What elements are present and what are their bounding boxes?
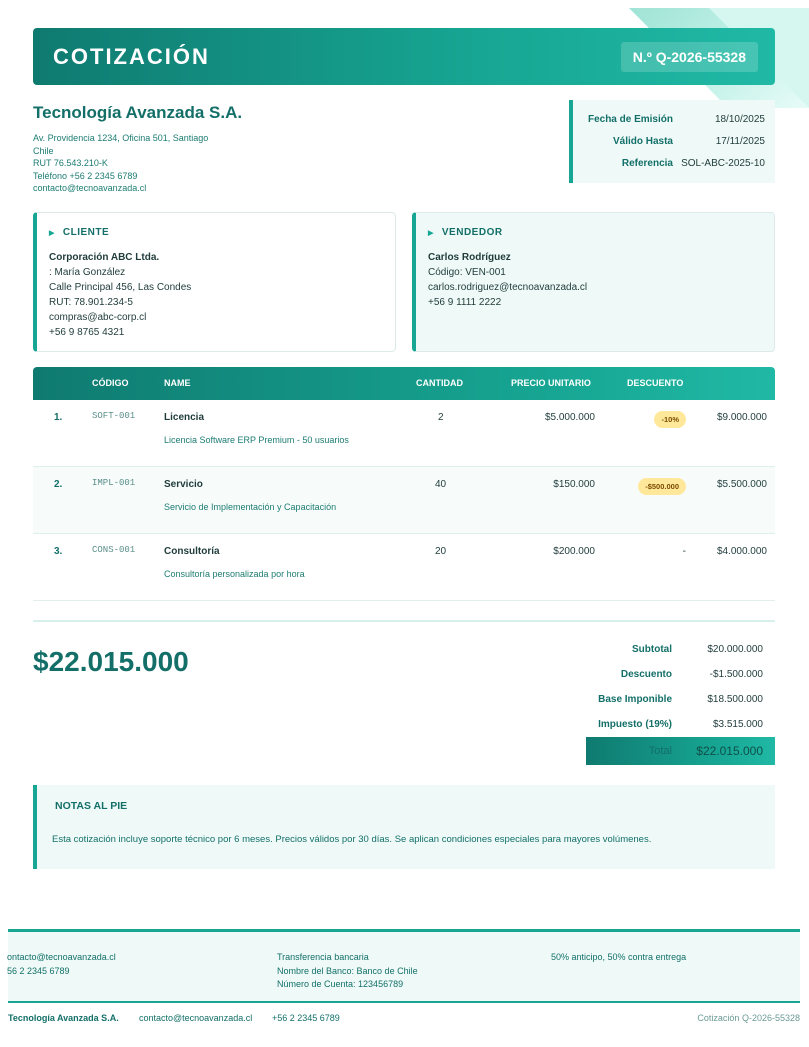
items-table: [33, 367, 775, 601]
total-value: $22.015.000: [696, 744, 763, 758]
footer-contact-phone: 56 2 2345 6789: [7, 965, 70, 976]
row-description: Licencia Software ERP Premium - 50 usuarios: [164, 435, 349, 445]
client-address: Calle Principal 456, Las Condes: [49, 282, 192, 293]
valid-until-label: Válido Hasta: [612, 136, 673, 147]
triangle-right-icon: ▶: [428, 229, 434, 237]
reference-row: [583, 158, 765, 169]
row-discount: -: [682, 546, 686, 557]
table-row: [33, 534, 775, 601]
header-bar: [33, 28, 775, 85]
reference-value: SOL-ABC-2025-10: [681, 158, 765, 169]
total-row: [586, 737, 775, 765]
row-name: Servicio: [164, 479, 203, 490]
notes-title: NOTAS AL PIE: [55, 800, 128, 812]
row-code: SOFT-001: [92, 411, 136, 421]
row-unit-price: $5.000.000: [544, 412, 595, 423]
bottom-email: contacto@tecnoavanzada.cl: [139, 1013, 253, 1023]
subtotal-label: Subtotal: [632, 644, 672, 655]
footer-payment-method: Transferencia bancaria: [277, 952, 369, 962]
client-title-label: CLIENTE: [62, 227, 110, 238]
row-number: 2.: [54, 479, 63, 490]
bottom-company-name: Tecnología Avanzada S.A.: [8, 1013, 119, 1023]
footer-account-number: Número de Cuenta: 123456789: [277, 979, 404, 989]
table-row: [33, 467, 775, 534]
issue-date-value: 18/10/2025: [714, 114, 765, 125]
row-number: 3.: [54, 546, 63, 557]
vendor-name: Carlos Rodríguez: [428, 252, 511, 263]
row-code: CONS-001: [92, 545, 136, 555]
notes-text: Esta cotización incluye soporte técnico por 6 meses. Precios válidos por 30 días. Se aplican condiciones especiales para mayores volúmenes.: [52, 834, 652, 845]
company-email: contacto@tecnoavanzada.cl: [33, 183, 147, 193]
client-title: [49, 227, 383, 238]
client-phone: +56 9 8765 4321: [49, 327, 125, 338]
row-quantity: 20: [435, 546, 447, 557]
client-box: [33, 212, 396, 352]
valid-until-row: [583, 136, 765, 147]
valid-until-value: 17/11/2025: [715, 136, 765, 147]
grand-total-display: $22.015.000: [33, 646, 189, 677]
row-code: IMPL-001: [92, 478, 136, 488]
row-total: $9.000.000: [716, 412, 767, 423]
row-number: 1.: [54, 412, 63, 423]
taxable-base-value: $18.500.000: [707, 694, 763, 705]
discount-badge: -$500.000: [638, 478, 686, 495]
company-address: Av. Providencia 1234, Oficina 501, Santiago: [33, 133, 209, 143]
issue-date-row: [583, 114, 765, 125]
section-divider: [33, 620, 775, 622]
total-label: Total: [648, 745, 672, 757]
vendor-title-label: VENDEDOR: [441, 227, 503, 238]
row-total: $4.000.000: [716, 546, 767, 557]
tax-label: Impuesto (19%): [598, 719, 672, 730]
bottom-document-ref: Cotización Q-2026-55328: [697, 1013, 800, 1023]
notes-box: [33, 785, 775, 869]
header-discount: DESCUENTO: [627, 378, 684, 388]
company-info: [33, 103, 242, 195]
reference-label: Referencia: [621, 158, 673, 169]
client-email: compras@abc-corp.cl: [49, 312, 147, 323]
vendor-phone: +56 9 1111 2222: [428, 297, 502, 308]
row-unit-price: $150.000: [553, 479, 595, 490]
issue-date-label: Fecha de Emisión: [587, 114, 673, 125]
vendor-title: [428, 227, 762, 238]
subtotal-value: $20.000.000: [707, 644, 763, 655]
header-name: NAME: [164, 378, 191, 388]
table-header: [33, 367, 775, 400]
discount-value: -$1.500.000: [709, 669, 763, 680]
vendor-code: Código: VEN-001: [428, 267, 506, 278]
discount-label: Descuento: [620, 669, 672, 680]
footer-bank-name: Nombre del Banco: Banco de Chile: [277, 965, 418, 976]
header-quantity: CANTIDAD: [416, 378, 463, 388]
row-name: Licencia: [164, 412, 205, 423]
row-total: $5.500.000: [716, 479, 767, 490]
company-rut: RUT 76.543.210-K: [33, 158, 108, 168]
footer-band: [8, 929, 800, 1003]
client-contact: : María González: [49, 267, 126, 278]
tax-row: [586, 719, 775, 730]
row-quantity: 40: [435, 479, 447, 490]
client-rut: RUT: 78.901.234-5: [49, 297, 133, 308]
discount-badge: -10%: [654, 411, 686, 428]
header-code: CÓDIGO: [92, 378, 129, 388]
document-title: COTIZACIÓN: [53, 43, 210, 69]
row-description: Consultoría personalizada por hora: [164, 569, 305, 579]
taxable-base-label: Base Imponible: [598, 694, 672, 705]
company-country: Chile: [33, 145, 54, 156]
discount-row: [586, 669, 775, 680]
company-phone: Teléfono +56 2 2345 6789: [33, 170, 138, 181]
vendor-box: [412, 212, 775, 352]
footer-contact-email: ontacto@tecnoavanzada.cl: [7, 952, 116, 962]
footer-terms: 50% anticipo, 50% contra entrega: [551, 952, 687, 962]
row-name: Consultoría: [164, 546, 220, 557]
quote-number-badge: N.º Q-2026-55328: [621, 42, 758, 72]
vendor-email: carlos.rodriguez@tecnoavanzada.cl: [428, 282, 588, 293]
triangle-right-icon: ▶: [49, 229, 55, 237]
subtotal-row: [586, 644, 775, 655]
company-name: Tecnología Avanzada S.A.: [33, 103, 243, 122]
row-description: Servicio de Implementación y Capacitación: [164, 502, 337, 512]
client-name: Corporación ABC Ltda.: [49, 252, 160, 263]
row-unit-price: $200.000: [553, 546, 595, 557]
row-quantity: 2: [438, 412, 444, 423]
document-meta: [569, 100, 775, 183]
header-unit-price: PRECIO UNITARIO: [511, 378, 591, 388]
footer-payment: [277, 951, 418, 992]
taxable-base-row: [586, 694, 775, 705]
table-row: [33, 400, 775, 467]
bottom-phone: +56 2 2345 6789: [272, 1013, 340, 1023]
footer-contact: [7, 951, 116, 978]
tax-value: $3.515.000: [712, 719, 763, 730]
